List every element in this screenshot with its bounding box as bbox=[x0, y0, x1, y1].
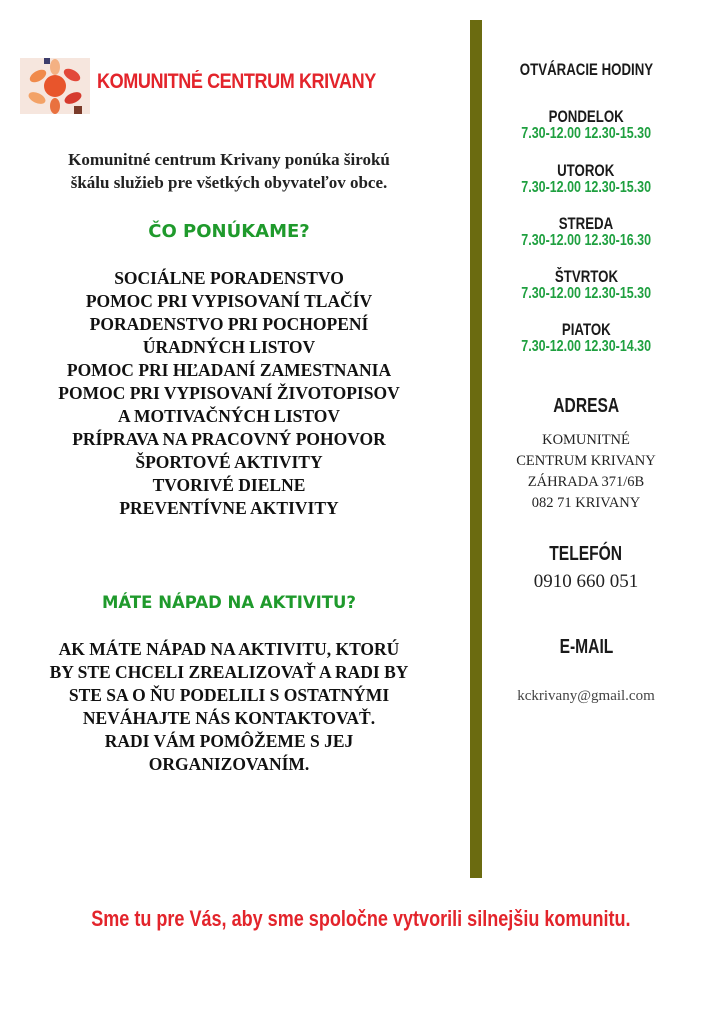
address-line: KOMUNITNÉ bbox=[542, 432, 630, 448]
logo-hands-image bbox=[20, 58, 90, 114]
address-line: CENTRUM KRIVANY bbox=[516, 453, 656, 469]
list-item: PRÍPRAVA NA PRACOVNÝ POHOVOR bbox=[72, 429, 386, 449]
list-item: ÚRADNÝCH LISTOV bbox=[142, 337, 316, 357]
phone-heading: TELEFÓN bbox=[549, 543, 623, 565]
email-address: kckrivany@gmail.com bbox=[517, 688, 655, 704]
day-name: PIATOK bbox=[561, 320, 611, 339]
offers-heading: ČO PONÚKAME? bbox=[148, 221, 310, 242]
day-time: 7.30-12.00 12.30-16.30 bbox=[521, 232, 651, 249]
intro-line: Komunitné centrum Krivany ponúka širokú bbox=[68, 150, 390, 169]
list-item: PREVENTÍVNE AKTIVITY bbox=[119, 498, 339, 518]
footer-slogan: Sme tu pre Vás, aby sme spoločne vytvorili silnejšiu komunitu. bbox=[91, 906, 631, 931]
list-item: SOCIÁLNE PORADENSTVO bbox=[114, 268, 344, 288]
intro-line: škálu služieb pre všetkých obyvateľov obce. bbox=[70, 173, 388, 192]
day-name: ŠTVRTOK bbox=[554, 267, 618, 286]
list-item: A MOTIVAČNÝCH LISTOV bbox=[117, 406, 341, 426]
list-item: POMOC PRI VYPISOVANÍ TLAČÍV bbox=[85, 291, 373, 311]
footer-slogan-wrap bbox=[0, 906, 722, 932]
day-time: 7.30-12.00 12.30-15.30 bbox=[521, 285, 651, 302]
idea-line: RADI VÁM POMÔŽEME S JEJ bbox=[104, 731, 354, 751]
hands-icon bbox=[20, 58, 90, 114]
list-item: POMOC PRI VYPISOVANÍ ŽIVOTOPISOV bbox=[58, 383, 400, 403]
day-block-monday bbox=[495, 107, 677, 143]
idea-line: BY STE CHCELI ZREALIZOVAŤ A RADI BY bbox=[49, 662, 409, 682]
idea-line: AK MÁTE NÁPAD NA AKTIVITU, KTORÚ bbox=[58, 639, 400, 659]
day-block-friday bbox=[495, 320, 677, 356]
day-time: 7.30-12.00 12.30-15.30 bbox=[521, 125, 651, 142]
intro-text bbox=[20, 148, 438, 194]
day-name: PONDELOK bbox=[548, 107, 624, 126]
idea-heading: MÁTE NÁPAD NA AKTIVITU? bbox=[102, 593, 356, 612]
offers-list bbox=[20, 267, 438, 520]
idea-line: ORGANIZOVANÍM. bbox=[148, 754, 310, 774]
day-block-tuesday bbox=[495, 161, 677, 197]
idea-line: NEVÁHAJTE NÁS KONTAKTOVAŤ. bbox=[82, 708, 376, 728]
phone-number: 0910 660 051 bbox=[533, 571, 639, 592]
list-item: TVORIVÉ DIELNE bbox=[152, 475, 306, 495]
vertical-divider bbox=[470, 20, 482, 878]
phone-heading-wrap bbox=[495, 543, 677, 566]
day-name: STREDA bbox=[558, 214, 614, 233]
day-block-wednesday bbox=[495, 214, 677, 250]
address-line: ZÁHRADA 371/6B bbox=[527, 474, 645, 490]
list-item: ŠPORTOVÉ AKTIVITY bbox=[135, 452, 323, 472]
hours-heading: OTVÁRACIE HODINY bbox=[519, 60, 653, 79]
address-line: 082 71 KRIVANY bbox=[531, 495, 641, 511]
day-block-thursday bbox=[495, 267, 677, 303]
address-heading: ADRESA bbox=[553, 395, 619, 417]
list-item: POMOC PRI HĽADANÍ ZAMESTNANIA bbox=[66, 360, 392, 380]
address-heading-wrap bbox=[495, 395, 677, 418]
email-heading-wrap bbox=[495, 636, 677, 659]
hours-heading-wrap bbox=[495, 60, 677, 80]
day-time: 7.30-12.00 12.30-14.30 bbox=[521, 338, 651, 355]
address-text bbox=[495, 430, 677, 514]
day-name: UTOROK bbox=[557, 161, 615, 180]
email-heading: E-MAIL bbox=[559, 636, 613, 658]
list-item: PORADENSTVO PRI POCHOPENÍ bbox=[89, 314, 369, 334]
day-time: 7.30-12.00 12.30-15.30 bbox=[521, 179, 651, 196]
page-title: KOMUNITNÉ CENTRUM KRIVANY bbox=[97, 70, 376, 93]
idea-text bbox=[20, 638, 438, 776]
idea-line: STE SA O ŇU PODELILI S OSTATNÝMI bbox=[68, 685, 390, 705]
